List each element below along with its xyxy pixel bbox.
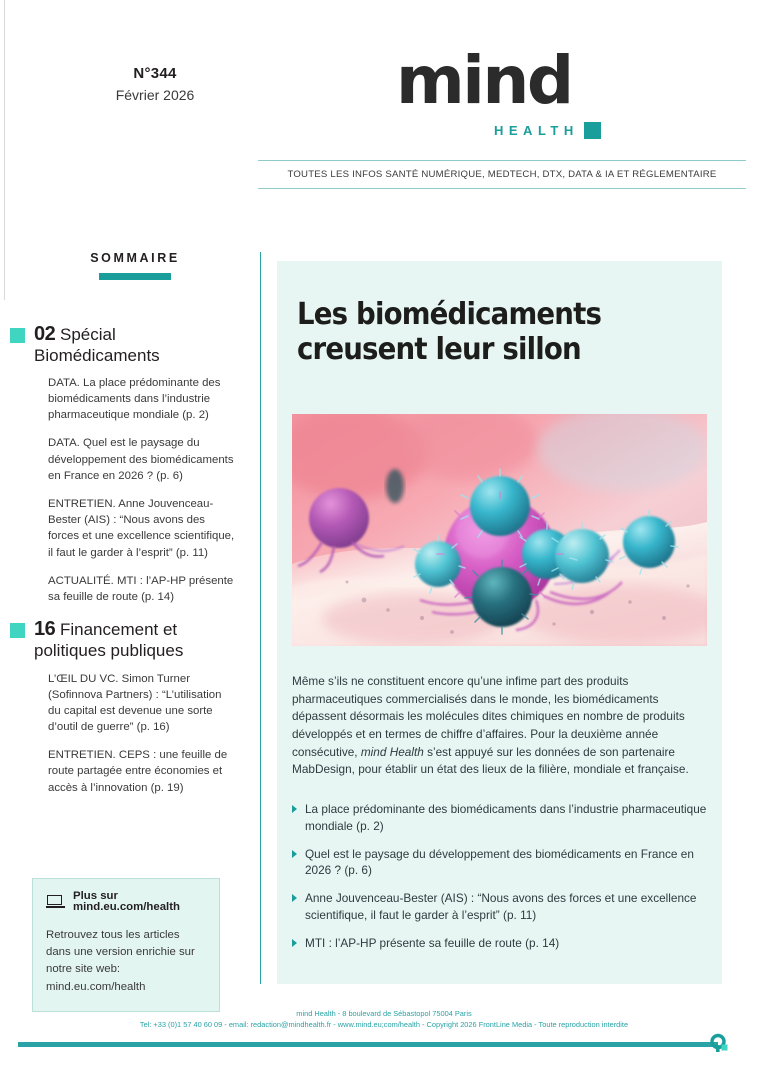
footer-contact: Tel: +33 (0)1 57 40 60 09 - email: redaction@mindhealth.fr - www.mind.eu;com/health - Copyright 2026 FrontLine Media - Toute reproduction interdite: [139, 1020, 629, 1030]
section-marker-icon: [10, 623, 25, 638]
sidebar-section-items: [34, 662, 236, 796]
tagline-rule-bottom: [258, 188, 746, 189]
triangle-bullet-icon: [292, 805, 297, 813]
promo-box[interactable]: [32, 878, 220, 1012]
column-divider: [260, 252, 261, 984]
triangle-bullet-icon: [292, 894, 297, 902]
feature-bullet-list: [292, 801, 712, 962]
page-title: Les biomédicaments creusent leur sillon: [297, 297, 602, 368]
tagline-text: TOUTES LES INFOS SANTÉ NUMÉRIQUE, MEDTECH, DTX, DATA & IA ET RÉGLEMENTAIRE: [287, 169, 717, 180]
sidebar-section-title: [34, 322, 236, 366]
lede-text-part2: s’est appuyé sur les données de son partenaire MabDesign, pour établir un état des lieux de la filière, mondiale et française.: [292, 744, 689, 777]
tagline-block: [258, 160, 746, 189]
footer-address: mind Health - 8 boulevard de Sébastopol 75004 Paris: [296, 1009, 472, 1018]
sommaire-header: [0, 252, 252, 280]
feature-image: [292, 414, 707, 646]
issue-date: Février 2026: [115, 86, 195, 103]
sidebar-section-items: [34, 366, 236, 605]
sidebar-section-number: 16: [34, 618, 56, 641]
sidebar-section-label: Financement et politiques publiques: [34, 620, 184, 661]
list-item[interactable]: [292, 801, 712, 835]
promo-header: [46, 891, 206, 914]
laptop-icon: [46, 895, 65, 909]
brand-logo-subtitle: HEALTH: [494, 123, 579, 138]
issue-info: [70, 63, 240, 105]
list-item[interactable]: [292, 890, 712, 924]
triangle-bullet-icon: [292, 939, 297, 947]
footer-rule: [18, 1042, 718, 1047]
list-item[interactable]: ENTRETIEN. Anne Jouvenceau-Bester (AIS) : “Nous avons des forces et une excellence scientifique, il faut le garder à l’esprit” (p. 11): [48, 498, 235, 559]
brand-square-icon: [584, 122, 601, 139]
section-marker-icon: [10, 328, 25, 343]
cell-microscopy-illustration: [292, 414, 707, 646]
feature-lede: [292, 673, 707, 779]
lede-brand-italic: mind Health: [360, 744, 424, 759]
list-item[interactable]: ENTRETIEN. CEPS : une feuille de route partagée entre économies et accès à l’innovation (p. 19): [48, 749, 228, 794]
lede-text-part1: Même s’ils ne constituent encore qu’une infime part des produits pharmaceutiques commercialisés dans le monde, les biomédicaments dépassent désormais les molécules dites chimiques en nombre de produits développés et en termes de chiffre d’affaires. Pour la deuxième année consécutive,: [292, 674, 685, 759]
promo-title: Plus sur mind.eu.com/health: [73, 890, 180, 914]
list-item-label: MTI : l’AP-HP présente sa feuille de route (p. 14): [305, 935, 560, 950]
page-footer: [0, 1008, 768, 1031]
brand-logo[interactable]: [396, 42, 646, 143]
brand-logo-subrow: [494, 122, 601, 139]
footer-logo-mark: [707, 1033, 729, 1055]
sidebar-summary: [0, 252, 252, 808]
sidebar-section-02: [0, 322, 252, 606]
triangle-bullet-icon: [292, 850, 297, 858]
promo-text: Retrouvez tous les articles dans une version enrichie sur notre site web: mind.eu.com/health: [46, 928, 195, 993]
sommaire-underline: [99, 273, 171, 280]
list-item[interactable]: DATA. La place prédominante des biomédicaments dans l’industrie pharmaceutique mondiale (p. 2): [48, 376, 221, 422]
sommaire-title: SOMMAIRE: [90, 251, 180, 265]
masthead: [0, 0, 768, 205]
list-item[interactable]: DATA. Quel est le paysage du développement des biomédicaments en France en 2026 ? (p. 6): [48, 437, 234, 482]
list-item-label: La place prédominante des biomédicaments dans l’industrie pharmaceutique mondiale (p. 2): [305, 802, 707, 833]
list-item[interactable]: [292, 935, 712, 952]
list-item[interactable]: ACTUALITÉ. MTI : l’AP-HP présente sa feuille de route (p. 14): [48, 574, 234, 603]
issue-number: N°344: [133, 65, 177, 82]
list-item-label: Quel est le paysage du développement des biomédicaments en France en 2026 ? (p. 6): [305, 846, 694, 878]
sidebar-section-number: 02: [34, 322, 56, 345]
list-item[interactable]: L’ŒIL DU VC. Simon Turner (Sofinnova Partners) : “L’utilisation du capital est devenue une sorte d’outil de guerre” (p. 16): [48, 672, 222, 734]
sidebar-section-title: [34, 617, 236, 661]
list-item[interactable]: [292, 846, 712, 880]
list-item-label: Anne Jouvenceau-Bester (AIS) : “Nous avons des forces et une excellence scientifique, il faut le garder à l’esprit” (p. 11): [305, 891, 697, 922]
feature-panel: [277, 261, 722, 984]
brand-logo-wordmark: mind: [396, 42, 572, 119]
sidebar-section-label: Spécial Biomédicaments: [34, 324, 160, 365]
sidebar-section-16: [0, 617, 252, 796]
